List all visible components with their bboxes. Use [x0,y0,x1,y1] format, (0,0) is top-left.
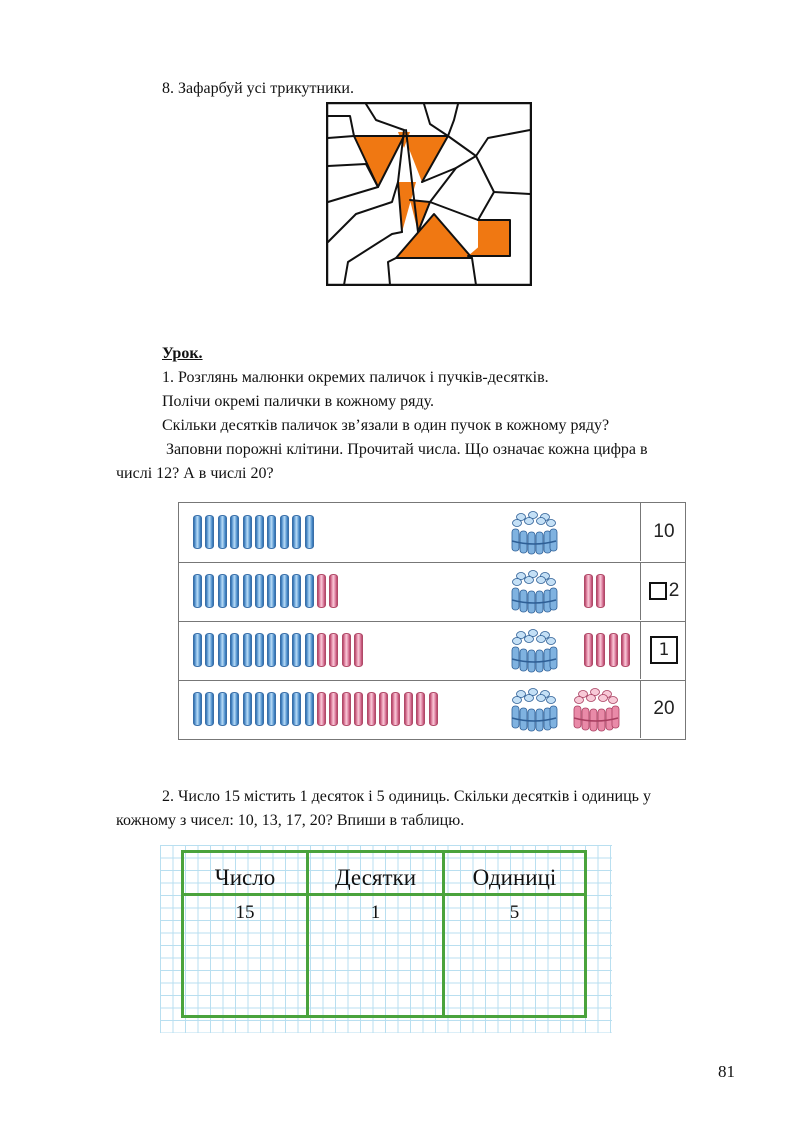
lesson-line-4: Заповни порожні клітини. Прочитай числа. Що означає кожна цифра в [162,441,648,458]
number-cell[interactable] [640,562,687,620]
number-cell[interactable]: 10 [640,503,687,561]
row-divider [179,680,685,681]
blue-stick [305,515,314,549]
blue-stick [243,633,252,667]
task2-line-2: кожному з чисел: 10, 13, 17, 20? Впиши в таблицю. [116,812,465,829]
number-table [181,850,587,1018]
blue-stick [267,574,276,608]
pink-stick [609,633,618,667]
pink-stick [621,633,630,667]
blue-stick [292,692,301,726]
pink-stick [329,633,338,667]
cell-number[interactable]: 15 [235,902,255,923]
pink-stick [342,692,351,726]
number-cell[interactable] [640,621,687,679]
blue-stick [193,515,202,549]
blue-stick [280,692,289,726]
empty-box [649,582,667,600]
blue-stick [193,692,202,726]
blue-stick [205,515,214,549]
pink-bundle [571,688,621,737]
pink-stick [416,692,425,726]
blue-bundle [509,629,559,678]
cell-tens[interactable]: 1 [370,902,381,923]
blue-stick [218,574,227,608]
blue-stick [243,574,252,608]
header-divider [184,893,584,896]
pink-stick [596,574,605,608]
triangle-puzzle [326,102,532,286]
blue-stick [267,633,276,667]
blue-stick [255,574,264,608]
blue-stick [292,574,301,608]
blue-stick [230,574,239,608]
pink-stick [329,574,338,608]
pink-stick [596,633,605,667]
pink-stick [317,633,326,667]
blue-stick [243,692,252,726]
pink-stick [354,692,363,726]
pink-stick [584,574,593,608]
blue-stick [230,692,239,726]
number-digit: 2 [668,580,680,601]
handwritten-box: 1 [650,636,678,664]
blue-stick [280,633,289,667]
row-divider [179,621,685,622]
pink-stick [429,692,438,726]
blue-stick [255,515,264,549]
blue-stick [205,633,214,667]
pink-stick [404,692,413,726]
blue-stick [280,515,289,549]
blue-stick [255,633,264,667]
number-cell[interactable]: 20 [640,680,687,738]
pink-stick [379,692,388,726]
header-units: Одиниці [472,865,557,890]
task2-line-1: 2. Число 15 містить 1 десяток і 5 одиниць. Скільки десятків і одиниць у [162,788,651,805]
blue-stick [230,515,239,549]
pink-stick [391,692,400,726]
lesson-heading: Урок. [162,345,203,362]
sticks-row [179,621,640,679]
blue-bundle [509,688,559,737]
sticks-row [179,503,640,561]
blue-stick [218,515,227,549]
blue-bundle [509,570,559,619]
blue-stick [292,515,301,549]
blue-stick [292,633,301,667]
task8-text: 8. Зафарбуй усі трикутники. [162,80,354,97]
sticks-row [179,562,640,620]
pink-stick [317,692,326,726]
pink-stick [367,692,376,726]
row-divider [179,562,685,563]
pink-stick [584,633,593,667]
blue-stick [305,574,314,608]
sticks-row [179,680,640,738]
lesson-line-2: Полічи окремі палички в кожному ряду. [162,393,435,410]
sticks-table [178,502,686,740]
blue-stick [255,692,264,726]
blue-stick [267,515,276,549]
blue-stick [218,692,227,726]
lesson-line-5: числі 12? А в числі 20? [116,465,274,482]
header-tens: Десятки [334,865,417,890]
header-number: Число [214,865,276,890]
pink-stick [354,633,363,667]
lesson-line-1: 1. Розглянь малюнки окремих паличок і пучків-десятків. [162,369,549,386]
blue-stick [280,574,289,608]
blue-stick [305,633,314,667]
blue-stick [193,633,202,667]
page-number: 81 [718,1062,735,1081]
blue-stick [267,692,276,726]
blue-bundle [509,511,559,560]
pink-stick [317,574,326,608]
blue-stick [205,574,214,608]
lesson-line-3: Скільки десятків паличок зв’язали в один пучок в кожному ряду? [162,417,610,434]
blue-stick [243,515,252,549]
cell-units[interactable]: 5 [509,902,520,923]
blue-stick [230,633,239,667]
pink-stick [329,692,338,726]
blue-stick [193,574,202,608]
pink-stick [342,633,351,667]
blue-stick [218,633,227,667]
blue-stick [205,692,214,726]
blue-stick [305,692,314,726]
